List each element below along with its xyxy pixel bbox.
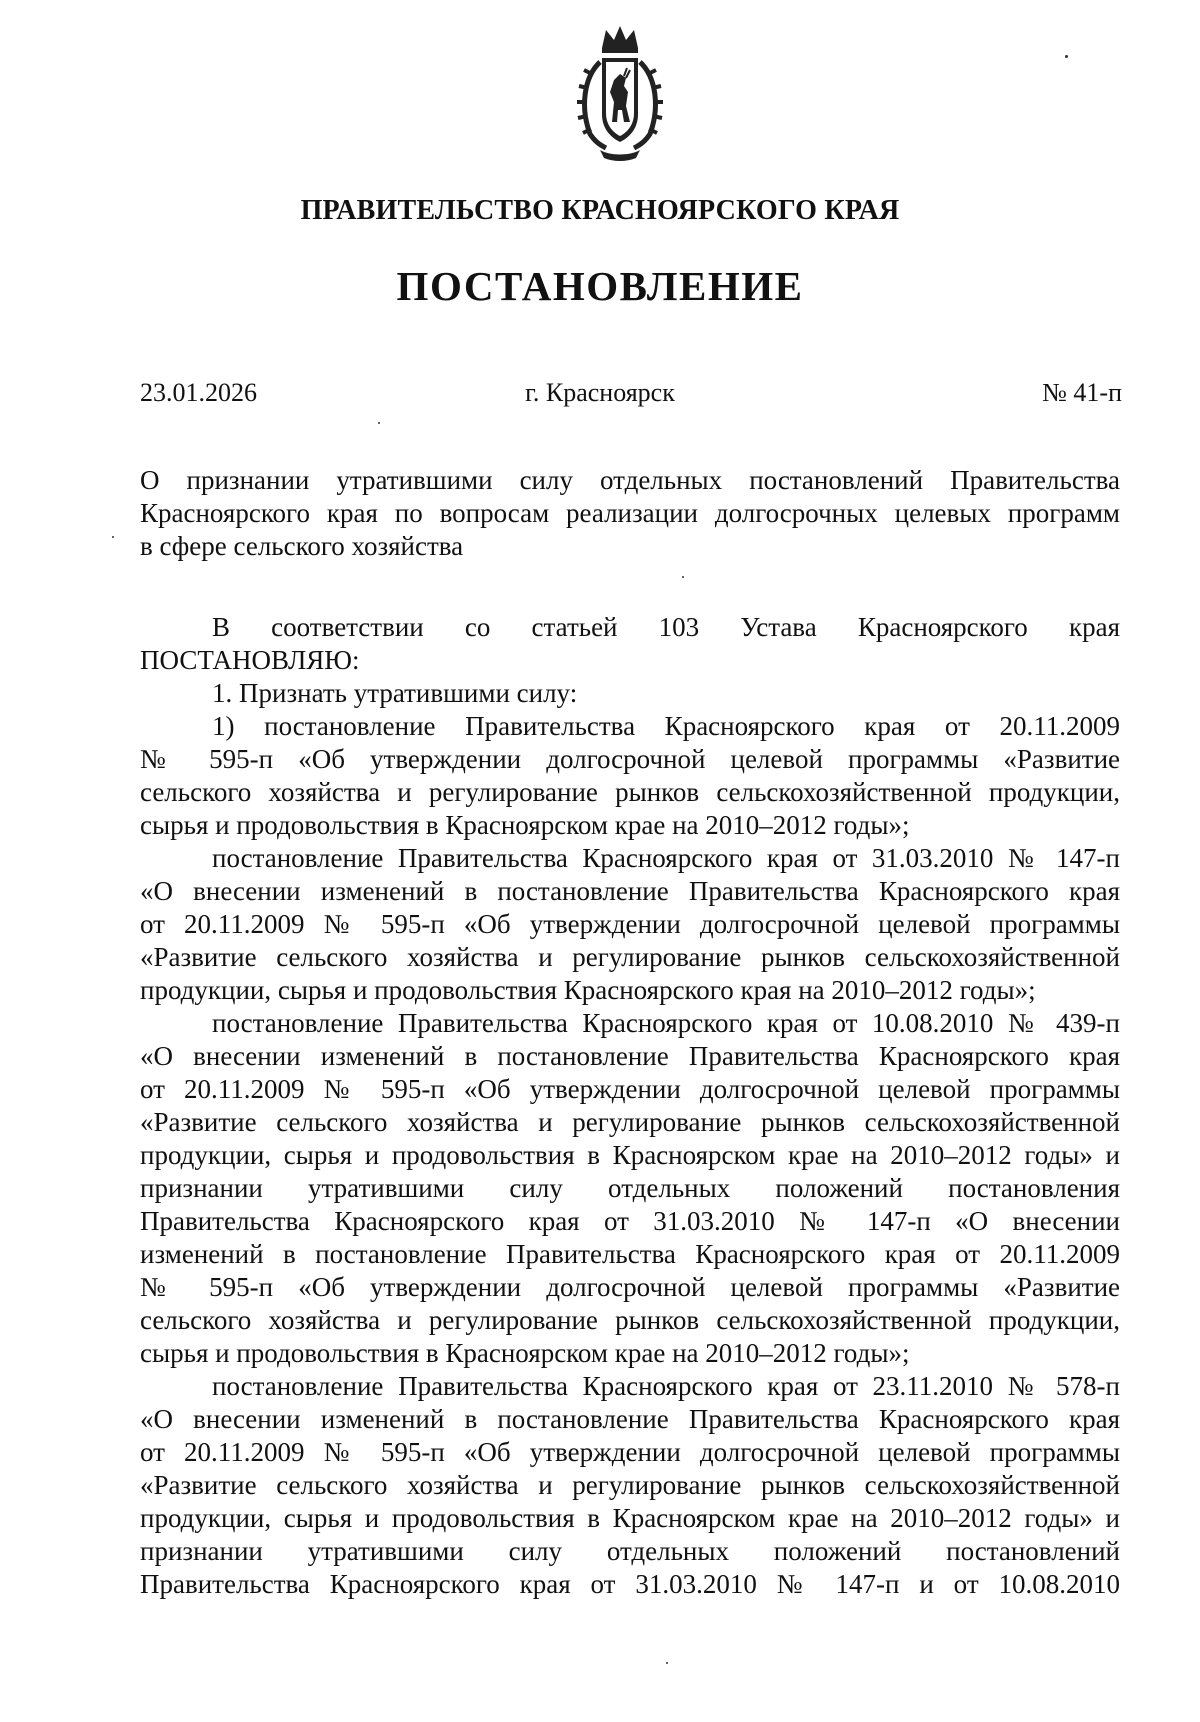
document-city: г. Красноярск: [525, 378, 675, 407]
body-line: постановление Правительства Красноярского края от 23.11.2010 № 578-п: [212, 1371, 1120, 1401]
body-line: № 595-п «Об утверждении долгосрочной целевой программы «Развитие: [140, 744, 1120, 774]
body-line: «О внесении изменений в постановление Правительства Красноярского края: [140, 1041, 1120, 1071]
body-line: «Развитие сельского хозяйства и регулирование рынков сельскохозяйственной: [140, 942, 1120, 972]
body-line: Правительства Красноярского края от 31.03.2010 № 147-п и от 10.08.2010: [140, 1569, 1120, 1599]
body-line: от 20.11.2009 № 595-п «Об утверждении долгосрочной целевой программы: [140, 909, 1120, 939]
body-line: В соответствии со статьей 103 Устава Красноярского края: [212, 612, 1120, 642]
body-line: Правительства Красноярского края от 31.03.2010 № 147-п «О внесении: [140, 1206, 1120, 1236]
body-line: сельского хозяйства и регулирование рынков сельскохозяйственной продукции,: [140, 1305, 1120, 1335]
body-line: от 20.11.2009 № 595-п «Об утверждении долгосрочной целевой программы: [140, 1437, 1120, 1467]
body-line: продукции, сырья и продовольствия в Красноярском крае на 2010–2012 годы» и: [140, 1503, 1120, 1533]
body-line: № 595-п «Об утверждении долгосрочной целевой программы «Развитие: [140, 1272, 1120, 1302]
krasnoyarsk-coat-of-arms-icon: [570, 22, 670, 162]
scan-speck: [112, 536, 114, 538]
body-line: сырья и продовольствия в Красноярском крае на 2010–2012 годы»;: [140, 810, 910, 840]
scan-speck: [378, 422, 380, 424]
body-line: признании утратившими силу отдельных положений постановления: [140, 1173, 1120, 1203]
body-line: постановление Правительства Красноярского края от 10.08.2010 № 439-п: [212, 1008, 1120, 1038]
body-line: от 20.11.2009 № 595-п «Об утверждении долгосрочной целевой программы: [140, 1074, 1120, 1104]
body-line: 1) постановление Правительства Красноярского края от 20.11.2009: [212, 711, 1120, 741]
title-line: в сфере сельского хозяйства: [140, 531, 464, 561]
body-line: «Развитие сельского хозяйства и регулирование рынков сельскохозяйственной: [140, 1107, 1120, 1137]
document-number: № 41-п: [1042, 378, 1122, 407]
body-line: постановление Правительства Красноярского края от 31.03.2010 № 147-п: [212, 843, 1120, 873]
document-body: [140, 611, 1120, 1601]
body-line: «Развитие сельского хозяйства и регулирование рынков сельскохозяйственной: [140, 1470, 1120, 1500]
scan-speck: [1065, 55, 1068, 58]
body-line: сырья и продовольствия в Красноярском крае на 2010–2012 годы»;: [140, 1338, 910, 1368]
body-line: изменений в постановление Правительства Красноярского края от 20.11.2009: [140, 1239, 1120, 1269]
scan-speck: [666, 1662, 668, 1664]
body-line: ПОСТАНОВЛЯЮ:: [140, 645, 360, 675]
body-line: «О внесении изменений в постановление Правительства Красноярского края: [140, 1404, 1120, 1434]
body-line: продукции, сырья и продовольствия Красноярского края на 2010–2012 годы»;: [140, 975, 1036, 1005]
document-title: [140, 464, 1120, 563]
organization-name: ПРАВИТЕЛЬСТВО КРАСНОЯРСКОГО КРАЯ: [300, 195, 900, 226]
document-type: ПОСТАНОВЛЕНИЕ: [396, 263, 804, 309]
title-line: Красноярского края по вопросам реализации долгосрочных целевых программ: [140, 498, 1120, 528]
title-line: О признании утратившими силу отдельных постановлений Правительства: [140, 465, 1120, 495]
body-line: 1. Признать утратившими силу:: [212, 678, 578, 708]
scan-speck: [682, 576, 684, 578]
document-date: 23.01.2026: [140, 378, 257, 407]
body-line: признании утратившими силу отдельных положений постановлений: [140, 1536, 1120, 1566]
body-line: сельского хозяйства и регулирование рынков сельскохозяйственной продукции,: [140, 777, 1120, 807]
body-line: «О внесении изменений в постановление Правительства Красноярского края: [140, 876, 1120, 906]
body-line: продукции, сырья и продовольствия в Красноярском крае на 2010–2012 годы» и: [140, 1140, 1120, 1170]
